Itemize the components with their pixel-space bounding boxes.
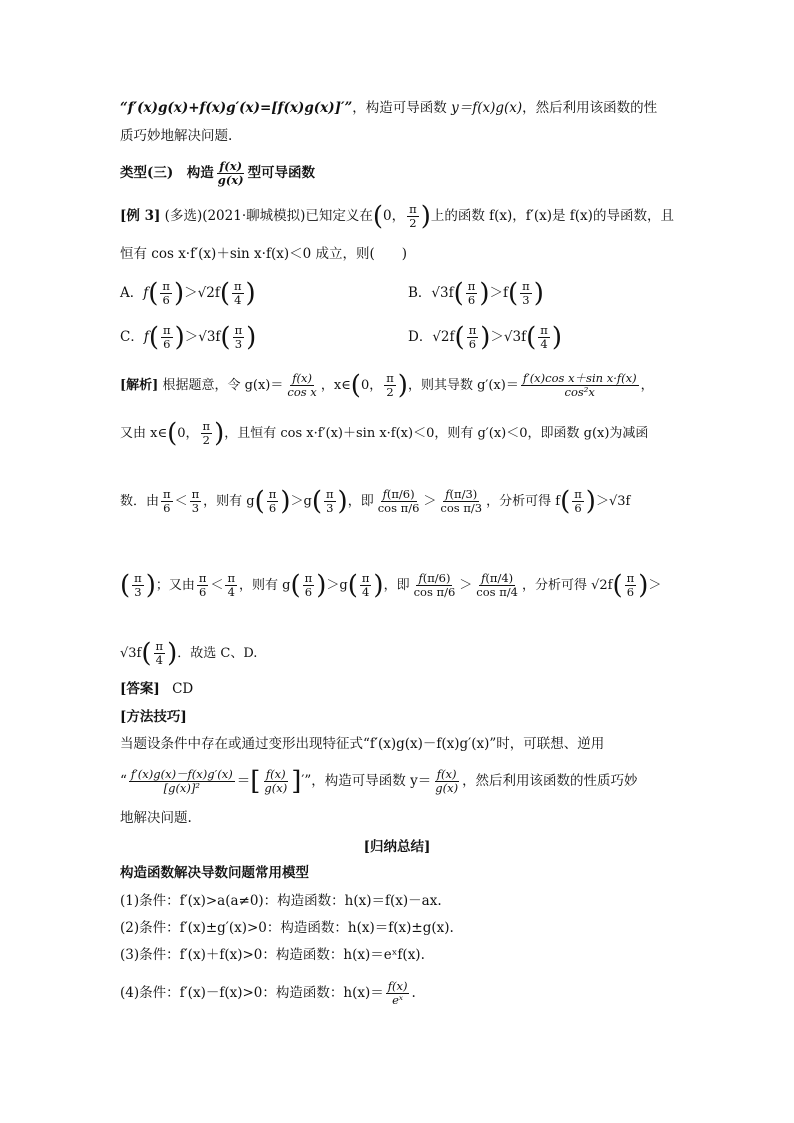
intro-mid: ，构造可导函数 bbox=[352, 100, 452, 116]
text: ，然后利用该函数的性质巧妙 bbox=[462, 773, 638, 789]
paren: ( bbox=[148, 278, 159, 309]
example-line-1 bbox=[120, 203, 674, 230]
den: cos x bbox=[287, 385, 317, 399]
intro-line-2 bbox=[120, 126, 232, 146]
pi-6 bbox=[197, 572, 209, 599]
den: 4 bbox=[155, 653, 163, 667]
text: (4)条件：f′(x)－f(x)>0：构造函数：h(x)＝ bbox=[120, 985, 384, 1001]
paren: ) bbox=[173, 278, 185, 309]
method-text-1: 当题设条件中存在或通过变形出现特征式“f′(x)g(x)－f(x)g′(x)”时，可联想、逆用 bbox=[120, 736, 605, 752]
pi-over-2 bbox=[407, 203, 419, 230]
summary-item-4 bbox=[120, 980, 416, 1007]
den: cos²x bbox=[564, 385, 595, 399]
den: 6 bbox=[574, 501, 582, 515]
text: ；又由 bbox=[155, 578, 195, 593]
pi: π bbox=[162, 279, 170, 293]
pi: π bbox=[233, 279, 242, 293]
den: 4 bbox=[227, 585, 235, 599]
text: ．故选 C、D. bbox=[177, 646, 258, 661]
method-line-1 bbox=[120, 734, 604, 754]
summary-heading bbox=[0, 837, 794, 857]
interval-left: 0， bbox=[383, 208, 406, 224]
pi-4 bbox=[154, 640, 166, 667]
den: 3 bbox=[191, 501, 200, 515]
paren: ( bbox=[453, 278, 464, 309]
option-c[interactable] bbox=[120, 322, 257, 353]
analysis-line-4: ( $\frac{\pi}{3}$ )；又由 $\frac{\pi}{6}$ ＜ $\frac{\pi}{4}$ ，则有 g( $\frac{\pi}{6}$ )＞g( $\frac{\pi}{4}$ )，即 $\frac{f(\pi/6)}{\text{cos π/6}}$ ＞ $\frac{f(\pi/4)}{\text{cos π/4}}$ ，分析可得 √2f( $\frac{\pi}{6}$ )＞ bbox=[120, 570, 662, 601]
text: 0， bbox=[177, 426, 199, 441]
method-tag bbox=[120, 707, 187, 727]
cos: cos bbox=[413, 585, 433, 599]
answer-tag: [答案] bbox=[120, 681, 160, 697]
pi: π bbox=[467, 279, 476, 293]
pi-6 bbox=[466, 280, 478, 307]
method-line-2: “ $\frac{f'(x)g(x)-f(x)g'(x)}{\text{[g(x)]²}}$ ＝[ $\frac{f(x)}{g(x)}$ ]′”，构造可导函数 y＝ $\frac{f(x)}{g(x)}$ ，然后利用该函数的性质巧妙 bbox=[120, 766, 638, 797]
frac-f-over-g bbox=[433, 768, 460, 795]
pi-3 bbox=[233, 324, 245, 351]
method-line-3 bbox=[120, 808, 192, 828]
option-d-label: D． bbox=[408, 329, 433, 345]
pi: π bbox=[268, 487, 277, 501]
text: ＝ bbox=[236, 773, 251, 789]
paren: ) bbox=[479, 278, 490, 309]
option-b-f: √3f bbox=[431, 285, 454, 301]
text: ，分析可得 f bbox=[486, 494, 561, 509]
text: ＞g bbox=[290, 494, 312, 509]
option-a-f: f bbox=[143, 285, 149, 301]
num: f(x) bbox=[292, 371, 312, 385]
pi-6 bbox=[625, 572, 637, 599]
den: 6 bbox=[467, 293, 476, 307]
den: 6 bbox=[163, 337, 171, 351]
pi: π bbox=[134, 571, 142, 585]
pi-6 bbox=[467, 324, 479, 351]
den: 4 bbox=[234, 293, 242, 307]
den: 6 bbox=[162, 293, 170, 307]
pi: π bbox=[304, 571, 313, 585]
analysis-line-1 bbox=[120, 372, 654, 399]
intro-tail: ，然后利用该函数的性 bbox=[522, 100, 658, 116]
den: 3 bbox=[522, 293, 530, 307]
text: 数．由 bbox=[120, 494, 160, 509]
pi-4 bbox=[360, 572, 372, 599]
den: 6 bbox=[626, 585, 635, 599]
paren: ) bbox=[551, 322, 562, 353]
text: ＞√3f bbox=[595, 494, 631, 509]
text: √3f bbox=[120, 646, 142, 661]
frac-f-over-cos-6: $\frac{f(\pi/6)}{\text{cos π/6}}$ bbox=[377, 487, 420, 515]
text: ，则有 g bbox=[203, 494, 255, 509]
paren: ( bbox=[508, 278, 519, 309]
pi: π bbox=[574, 487, 582, 501]
paren: ( bbox=[290, 570, 301, 601]
pi: π bbox=[325, 487, 334, 501]
pi-num: π bbox=[409, 202, 417, 216]
summary-item-2 bbox=[120, 918, 454, 938]
intro-quote: “f′(x)g(x)+f(x)g′(x)=[f(x)g(x)]′” bbox=[120, 100, 353, 116]
den: 2 bbox=[386, 385, 394, 399]
answer-line bbox=[120, 679, 193, 699]
num: f(x) bbox=[436, 767, 457, 781]
den: g(x) bbox=[435, 781, 459, 795]
paren: ( bbox=[350, 370, 361, 401]
summary-item-1 bbox=[120, 891, 442, 911]
summary-item-3 bbox=[120, 945, 425, 965]
analysis-line-3: 数．由 $\frac{\pi}{6}$ ＜ $\frac{\pi}{3}$ ，则有 g( $\frac{\pi}{6}$ )＞g( $\frac{\pi}{3}$ )，即 $\frac{f(\pi/6)}{\text{cos π/6}}$ ＞ $\frac{f(\pi/3)}{\text{cos π/3}}$ ，分析可得 f( $\frac{\pi}{6}$ )＞√3f bbox=[120, 486, 631, 517]
den: 3 bbox=[134, 585, 142, 599]
text: ，分析可得 √2f bbox=[521, 578, 613, 593]
text: 根据题意，令 g(x)＝ bbox=[162, 378, 284, 393]
pi: π bbox=[191, 487, 200, 501]
option-d[interactable] bbox=[408, 324, 562, 351]
option-c-label: C． bbox=[120, 329, 144, 345]
text: ，x∈ bbox=[320, 378, 351, 393]
left-paren: ( bbox=[372, 201, 384, 232]
text: ，即 bbox=[383, 578, 410, 593]
option-row-cd bbox=[120, 322, 562, 353]
option-b[interactable] bbox=[408, 280, 544, 307]
option-b-rel: ＞f bbox=[489, 285, 508, 301]
paren: ( bbox=[526, 322, 537, 353]
num: f′(x)g(x)－f(x)g′(x) bbox=[130, 767, 233, 781]
text: ，则其导数 g′(x)＝ bbox=[407, 378, 519, 393]
text: ，且恒有 cos x·f′(x)＋sin x·f(x)＜0，则有 g′(x)＜0，即函数 g(x)为减函 bbox=[224, 426, 649, 441]
pi-4 bbox=[225, 572, 237, 599]
frac-f-over-g bbox=[262, 768, 289, 795]
pi-6 bbox=[267, 488, 279, 515]
text: ＞g bbox=[326, 578, 348, 593]
den: 6 bbox=[163, 501, 171, 515]
text: ，则有 g bbox=[239, 578, 291, 593]
paren: ) bbox=[397, 370, 408, 401]
intro-func: y＝f(x)g(x) bbox=[451, 100, 523, 116]
right-paren: ) bbox=[420, 201, 431, 232]
text: 0， bbox=[360, 378, 383, 393]
pi: π bbox=[540, 323, 548, 337]
intro-line-1 bbox=[120, 98, 657, 118]
pi-3 bbox=[324, 488, 336, 515]
text: ＞ bbox=[648, 578, 662, 593]
option-c-f: f bbox=[143, 329, 149, 345]
pi-6 bbox=[161, 488, 173, 515]
den: 6 bbox=[304, 585, 313, 599]
frac-f-over-cos-6: $\frac{f(\pi/6)}{\text{cos π/6}}$ bbox=[413, 571, 456, 599]
pi: π bbox=[163, 323, 171, 337]
pi-3 bbox=[190, 488, 202, 515]
cos: cos bbox=[440, 501, 460, 515]
pi-4 bbox=[232, 280, 244, 307]
text: 又由 x∈ bbox=[120, 426, 168, 441]
summary-item-3-text: (3)条件：f′(x)＋f(x)>0：构造函数：h(x)＝eˣf(x). bbox=[120, 947, 425, 963]
pi: π bbox=[163, 487, 171, 501]
example-line-2 bbox=[120, 244, 407, 264]
analysis-line-2 bbox=[120, 420, 648, 447]
type3-num: f(x) bbox=[219, 159, 243, 173]
pi-2 bbox=[384, 372, 396, 399]
pi: π bbox=[626, 571, 635, 585]
paren: ( bbox=[311, 486, 322, 517]
option-c-rel: ＞√3f bbox=[184, 329, 221, 345]
paren: ) bbox=[480, 322, 491, 353]
den: 6 bbox=[268, 501, 277, 515]
pi: π bbox=[361, 571, 370, 585]
analysis-tag: [解析] bbox=[120, 378, 159, 393]
den: 3 bbox=[326, 501, 334, 515]
pi: π bbox=[468, 323, 477, 337]
pi-6 bbox=[161, 324, 173, 351]
summary-item-1-text: (1)条件：f′(x)>a(a≠0)：构造函数：h(x)＝f(x)－ax. bbox=[120, 893, 442, 909]
paren: ) bbox=[533, 278, 544, 309]
frac-derivative bbox=[521, 372, 639, 399]
paren: ) bbox=[167, 638, 178, 669]
example-tail: 上的函数 f(x)，f′(x)是 f(x)的导函数，且 bbox=[430, 208, 674, 224]
paren: ) bbox=[280, 486, 291, 517]
cos: cos bbox=[377, 501, 397, 515]
cos: cos bbox=[476, 585, 496, 599]
option-row-ab bbox=[120, 278, 544, 309]
paren: ( bbox=[612, 570, 623, 601]
summary-heading-text: [归纳总结] bbox=[363, 839, 431, 855]
paren: ] bbox=[291, 766, 302, 797]
den: g(x) bbox=[264, 781, 288, 795]
pi: π bbox=[522, 279, 530, 293]
paren: ( bbox=[219, 278, 230, 309]
pi: π bbox=[227, 571, 236, 585]
text: ′”，构造可导函数 y＝ bbox=[301, 773, 432, 789]
option-d-f: √2f bbox=[432, 329, 455, 345]
paren: ) bbox=[245, 278, 256, 309]
pi-2 bbox=[201, 420, 213, 447]
type3-suffix: 型可导函数 bbox=[247, 165, 316, 181]
option-d-rel: ＞√3f bbox=[490, 329, 527, 345]
den: [g(x)]² bbox=[163, 781, 200, 795]
paren: ( bbox=[220, 322, 231, 353]
paren: ) bbox=[145, 570, 156, 601]
den: 6 bbox=[468, 337, 477, 351]
paren: ( bbox=[120, 570, 131, 601]
paren: ( bbox=[254, 486, 265, 517]
answer-value: CD bbox=[172, 681, 194, 697]
pi-6 bbox=[572, 488, 584, 515]
den: 2 bbox=[202, 433, 210, 447]
summary-title-text: 构造函数解决导数问题常用模型 bbox=[120, 865, 309, 881]
two-den: 2 bbox=[409, 216, 417, 230]
paren: ) bbox=[638, 570, 649, 601]
paren: ) bbox=[316, 570, 327, 601]
type3-fraction bbox=[216, 160, 246, 187]
den: 4 bbox=[540, 337, 548, 351]
frac-f-cos bbox=[285, 372, 318, 399]
den: 4 bbox=[361, 585, 370, 599]
text: ，即 bbox=[347, 494, 374, 509]
den: 3 bbox=[234, 337, 243, 351]
example-source: (多选)(2021·聊城模拟)已知定义在 bbox=[164, 208, 373, 224]
text: ， bbox=[640, 378, 654, 393]
example-condition: 恒有 cos x·f′(x)＋sin x·f(x)＜0 成立，则( ) bbox=[120, 246, 408, 262]
paren: ) bbox=[585, 486, 596, 517]
frac-f-over-ex bbox=[386, 980, 410, 1007]
num: f(x) bbox=[387, 979, 408, 993]
frac-f-over-cos-4: $\frac{f(\pi/4)}{\text{cos π/4}}$ bbox=[476, 571, 518, 599]
paren: ) bbox=[337, 486, 348, 517]
summary-item-2-text: (2)条件：f′(x)±g′(x)>0：构造函数：h(x)＝f(x)±g(x). bbox=[120, 920, 454, 936]
num: f′(x)cos x＋sin x·f(x) bbox=[522, 371, 637, 385]
intro-text-2: 质巧妙地解决问题. bbox=[120, 128, 233, 144]
paren: ( bbox=[560, 486, 571, 517]
paren: ( bbox=[454, 322, 465, 353]
pi: π bbox=[198, 571, 207, 585]
method-text-3: 地解决问题. bbox=[120, 810, 192, 826]
type3-heading bbox=[120, 160, 315, 187]
option-a-label: A． bbox=[120, 285, 144, 301]
pi-4 bbox=[538, 324, 550, 351]
paren: ) bbox=[174, 322, 185, 353]
option-a-rel: ＞√2f bbox=[184, 285, 220, 301]
den: eˣ bbox=[392, 993, 404, 1007]
pi: π bbox=[386, 371, 394, 385]
paren: ) bbox=[246, 322, 257, 353]
pi-3 bbox=[520, 280, 532, 307]
paren: [ bbox=[250, 766, 261, 797]
paren: ( bbox=[167, 418, 178, 449]
pi: π bbox=[202, 419, 211, 433]
analysis-line-5 bbox=[120, 640, 257, 667]
type3-prefix: 类型(三) 构造 bbox=[120, 165, 214, 181]
example-tag: [例 3] bbox=[120, 208, 161, 224]
paren: ) bbox=[373, 570, 384, 601]
pi: π bbox=[155, 639, 164, 653]
den: 6 bbox=[199, 585, 207, 599]
frac-f-over-cos-3: $\frac{f(\pi/3)}{\text{cos π/3}}$ bbox=[440, 487, 483, 515]
pi-6 bbox=[160, 280, 172, 307]
type3-den: g(x) bbox=[217, 173, 244, 187]
num: f(x) bbox=[265, 767, 286, 781]
option-b-label: B． bbox=[408, 285, 432, 301]
pi: π bbox=[234, 323, 243, 337]
paren: ) bbox=[214, 418, 225, 449]
paren: ( bbox=[148, 322, 159, 353]
option-a[interactable] bbox=[120, 278, 256, 309]
paren: ( bbox=[141, 638, 152, 669]
text: ＜ bbox=[174, 494, 188, 509]
text: ＜ bbox=[210, 578, 224, 593]
pi-6 bbox=[303, 572, 315, 599]
text: . bbox=[411, 985, 416, 1001]
summary-title bbox=[120, 863, 309, 883]
frac-quotient-rule bbox=[129, 768, 235, 795]
pi-3 bbox=[132, 572, 144, 599]
method-tag-text: [方法技巧] bbox=[120, 709, 187, 725]
paren: ( bbox=[347, 570, 358, 601]
